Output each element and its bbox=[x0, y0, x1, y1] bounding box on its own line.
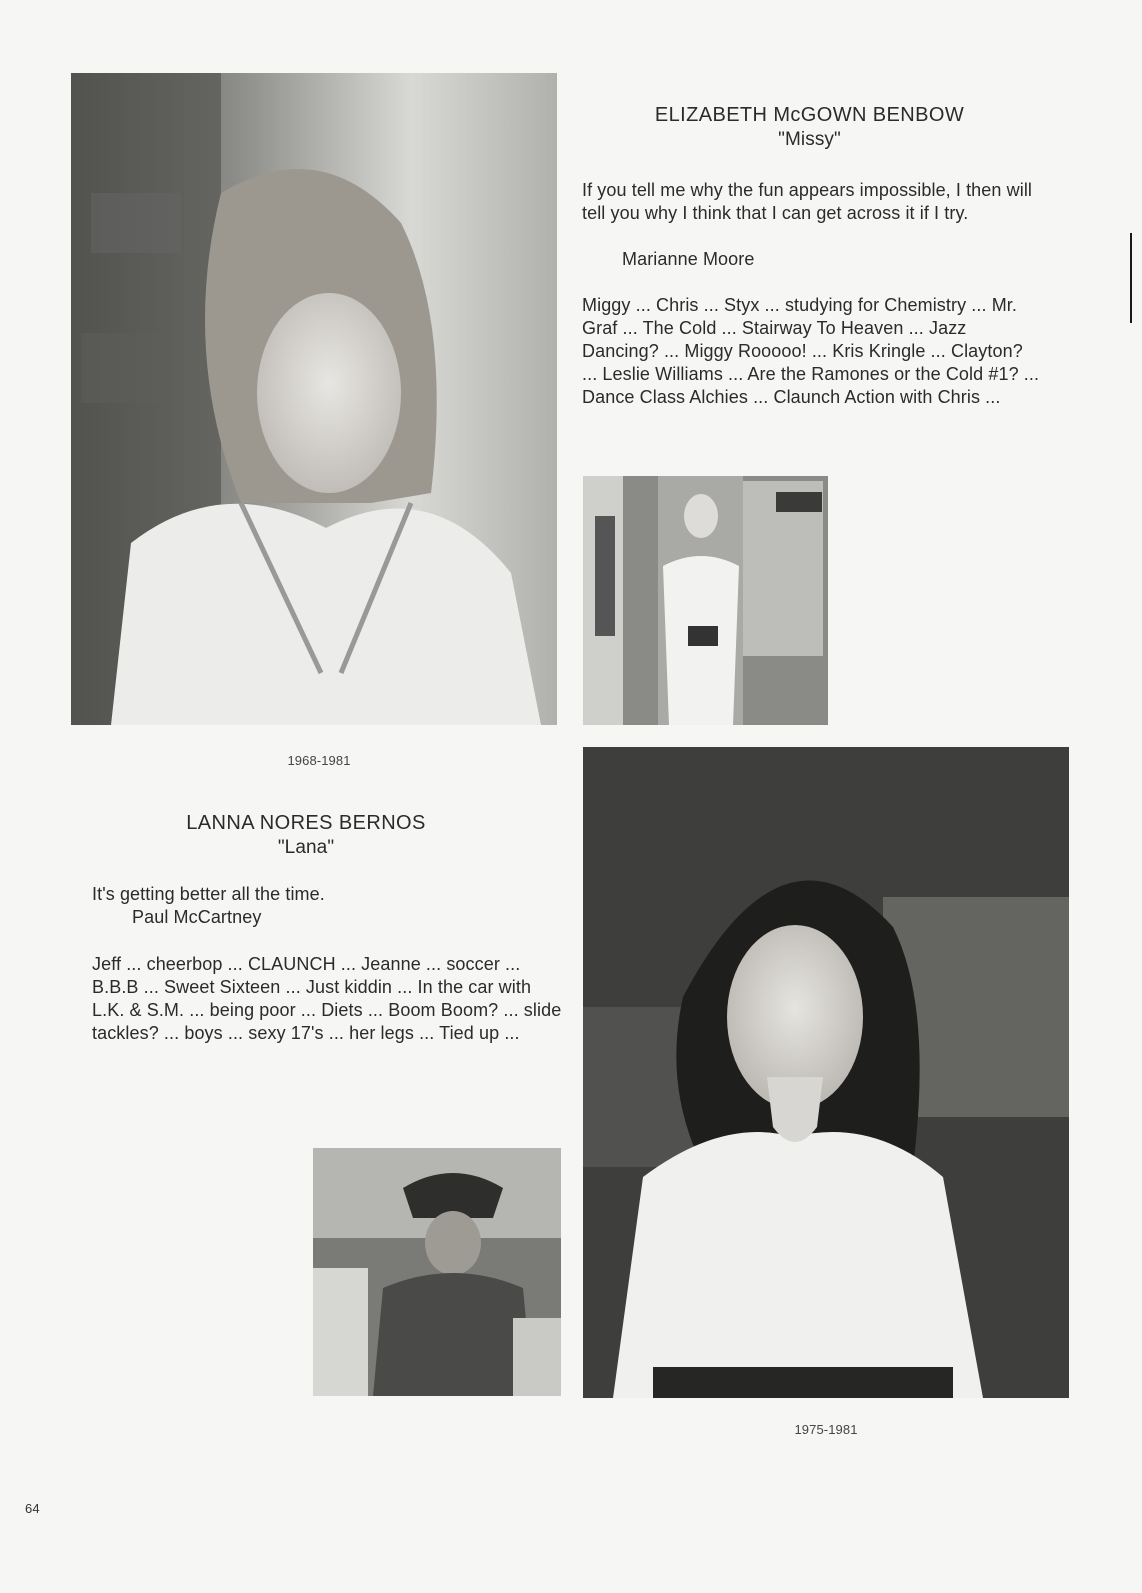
profile-elizabeth-years: 1968-1981 bbox=[287, 753, 351, 768]
profile-lanna-header bbox=[92, 812, 520, 859]
portrait-photo-elizabeth bbox=[71, 73, 557, 725]
profile-lanna-years: 1975-1981 bbox=[794, 1422, 858, 1437]
profile-nickname: "Lana" bbox=[277, 837, 335, 858]
candid-photo-lanna bbox=[313, 1148, 561, 1396]
profile-lanna-memories: Jeff ... cheerbop ... CLAUNCH ... Jeanne ... soccer ... B.B.B ... Sweet Sixteen ... Just kiddin ... In the car with L.K. & S.M. ... being poor ... Diets ... Boom Boom? ... slide tackles? ... boys ... sexy 17's ... her legs ... Tied up ... bbox=[92, 954, 562, 1043]
portrait-photo-lanna bbox=[583, 747, 1069, 1398]
profile-elizabeth-quote-author: Marianne Moore bbox=[622, 249, 755, 269]
profile-elizabeth-quote: If you tell me why the fun appears impossible, I then will tell you why I think that I can get across it if I try. bbox=[582, 180, 1033, 223]
profile-elizabeth-memories: Miggy ... Chris ... Styx ... studying for Chemistry ... Mr. Graf ... The Cold ... Stairway To Heaven ... Jazz Dancing? ... Miggy Rooooo! ... Kris Kringle ... Clayton? ... Leslie Williams ... Are the Ramones or the Cold #1? ... Dance Class Alchies ... Claunch Action with Chris ... bbox=[582, 295, 1040, 407]
profile-nickname: "Missy" bbox=[778, 129, 841, 150]
profile-lanna-quote-author: Paul McCartney bbox=[132, 907, 262, 927]
candid-photo-elizabeth bbox=[583, 476, 828, 725]
profile-name: ELIZABETH McGOWN BENBOW bbox=[654, 104, 965, 126]
profile-lanna-quote: It's getting better all the time. bbox=[92, 884, 325, 904]
page-number: 64 bbox=[25, 1501, 40, 1516]
edge-mark bbox=[1130, 233, 1132, 323]
profile-elizabeth-header bbox=[582, 104, 1037, 151]
profile-name: LANNA NORES BERNOS bbox=[186, 812, 426, 834]
